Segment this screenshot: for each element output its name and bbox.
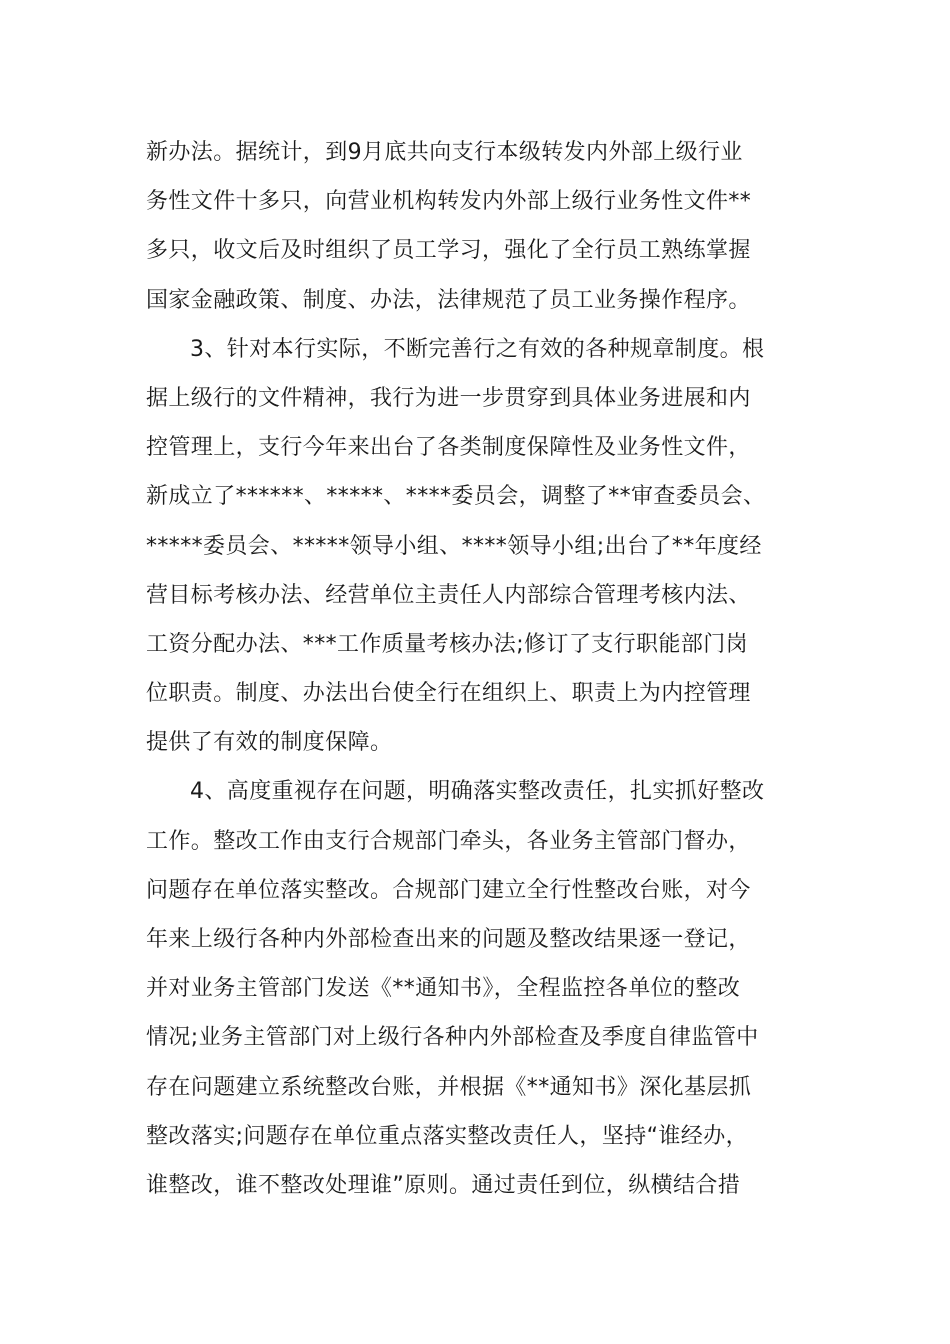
text-line: 并对业务主管部门发送《**通知书》，全程监控各单位的整改 xyxy=(146,976,741,1002)
text-line: 控管理上，支行今年来出台了各类制度保障性及业务性文件， xyxy=(146,435,751,461)
text-line: 3、针对本行实际，不断完善行之有效的各种规章制度。根 xyxy=(190,336,765,362)
text-line: 营目标考核办法、经营单位主责任人内部综合管理考核内法、 xyxy=(146,582,751,608)
text-line: 谁整改，谁不整改处理谁”原则。通过责任到位，纵横结合措 xyxy=(146,1172,741,1198)
text-line: 新办法。据统计，到9月底共向支行本级转发内外部上级行业 xyxy=(146,140,743,165)
text-line: 存在问题建立系统整改台账，并根据《**通知书》深化基层抓 xyxy=(146,1074,752,1100)
text-line: 据上级行的文件精神，我行为进一步贯穿到具体业务进展和内 xyxy=(146,385,751,411)
text-line: 务性文件十多只，向营业机构转发内外部上级行业务性文件** xyxy=(146,189,752,215)
text-line: 位职责。制度、办法出台使全行在组织上、职责上为内控管理 xyxy=(146,681,751,707)
paragraph-2 xyxy=(146,325,810,768)
paragraph-1 xyxy=(146,128,810,325)
text-line: 工作。整改工作由支行合规部门牵头，各业务主管部门督办， xyxy=(146,828,751,854)
text-line: 新成立了******、*****、****委员会，调整了**审查委员会、 xyxy=(146,484,766,510)
text-line: 提供了有效的制度保障。 xyxy=(146,730,393,756)
text-line: 情况;业务主管部门对上级行各种内外部检查及季度自律监管中 xyxy=(146,1025,759,1051)
text-line: 工资分配办法、***工作质量考核办法;修订了支行职能部门岗 xyxy=(146,631,749,657)
text-line: 整改落实;问题存在单位重点落实整改责任人，坚持“谁经办， xyxy=(146,1123,749,1149)
paragraph-3 xyxy=(146,767,810,1210)
text-line: 国家金融政策、制度、办法，法律规范了员工业务操作程序。 xyxy=(146,287,751,313)
text-line: 多只，收文后及时组织了员工学习，强化了全行员工熟练掌握 xyxy=(146,238,751,264)
text-line: 问题存在单位落实整改。合规部门建立全行性整改台账，对今 xyxy=(146,877,751,903)
document-page xyxy=(146,128,810,1210)
text-line: *****委员会、*****领导小组、****领导小组;出台了**年度经 xyxy=(146,533,762,559)
text-line: 年来上级行各种内外部检查出来的问题及整改结果逐一登记， xyxy=(146,927,751,952)
text-line: 4、高度重视存在问题，明确落实整改责任，扎实抓好整改 xyxy=(190,779,765,805)
